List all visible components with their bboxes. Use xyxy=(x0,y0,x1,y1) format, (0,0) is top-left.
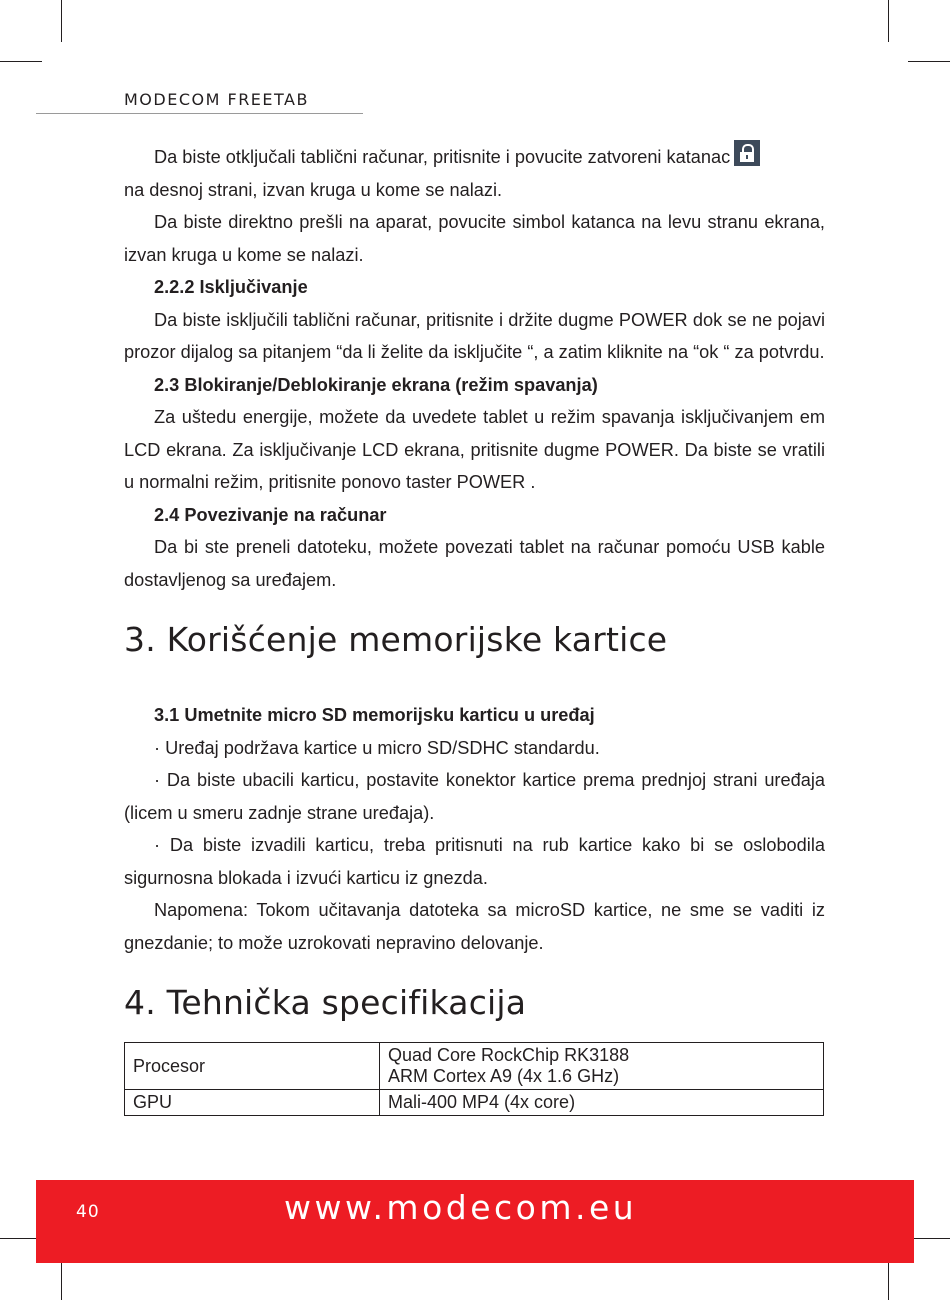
running-header: MODECOM FREETAB xyxy=(124,90,309,109)
spec-value: Mali-400 MP4 (4x core) xyxy=(380,1090,824,1116)
page-number: 40 xyxy=(76,1202,100,1222)
section-heading: 2.2.2 Isključivanje xyxy=(154,277,308,297)
bullet-item: · Da biste izvadili karticu, treba pritisnuti na rub kartice kako bi se oslobodila sigurnosna blokada i izvući karticu iz gnezda. xyxy=(124,835,825,888)
header-rule xyxy=(36,113,363,114)
crop-mark xyxy=(61,0,62,42)
paragraph: na desnoj strani, izvan kruga u kome se nalazi. xyxy=(124,179,503,200)
footer-bar xyxy=(36,1180,914,1263)
spec-key: Procesor xyxy=(125,1043,380,1090)
spec-value xyxy=(380,1043,824,1090)
bullet-item: · Da biste ubacili karticu, postavite konektor kartice prema prednjoj strani uređaja (licem u smeru zadnje strane uređaja). xyxy=(124,770,825,823)
crop-mark xyxy=(908,61,950,62)
paragraph: Da biste isključili tablični računar, pritisnite i držite dugme POWER dok se ne pojavi prozor dijalog sa pitanjem “da li želite da isključite “, a zatim kliknite na “ok “ za potvrdu. xyxy=(124,309,825,362)
chapter-heading: 4. Tehnička specifikacija xyxy=(124,983,527,1022)
paragraph: Da bi ste preneli datoteku, možete povezati tablet na računar pomoću USB kable dostavljenog sa uređajem. xyxy=(124,537,825,590)
paragraph xyxy=(124,140,825,174)
spec-value-line: ARM Cortex A9 (4x 1.6 GHz) xyxy=(388,1066,620,1086)
spec-table xyxy=(124,1042,824,1116)
note: Napomena: Tokom učitavanja datoteka sa microSD kartice, ne sme se vaditi iz gnezdanie; to može uzrokovati nepravino delovanje. xyxy=(124,900,825,953)
footer-url[interactable]: www.modecom.eu xyxy=(284,1188,638,1227)
chapter-heading: 3. Korišćenje memorijske kartice xyxy=(124,620,668,659)
spec-key: GPU xyxy=(125,1090,380,1116)
page-content xyxy=(124,140,825,1116)
section-heading: 3.1 Umetnite micro SD memorijsku karticu u uređaj xyxy=(154,705,595,725)
bullet-item: · Uređaj podržava kartice u micro SD/SDHC standardu. xyxy=(154,737,600,758)
section-heading: 2.4 Povezivanje na računar xyxy=(154,504,387,525)
crop-mark xyxy=(61,1258,62,1300)
crop-mark xyxy=(0,61,42,62)
paragraph-text: Da biste otključali tablični računar, pritisnite i povucite zatvoreni katanac xyxy=(154,147,731,167)
spec-value-line: Quad Core RockChip RK3188 xyxy=(388,1045,630,1065)
table-row xyxy=(125,1043,824,1090)
paragraph: Za uštedu energije, možete da uvedete tablet u režim spavanja isključivanjem em LCD ekrana. Za isključivanje LCD ekrana, pritisnite dugme POWER. Da biste se vratili u normalni režim, pritisnite ponovo taster POWER . xyxy=(124,407,825,492)
paragraph: Da biste direktno prešli na aparat, povucite simbol katanca na levu stranu ekrana, izvan kruga u kome se nalazi. xyxy=(124,212,825,265)
crop-mark xyxy=(908,1238,950,1239)
section-heading: 2.3 Blokiranje/Deblokiranje ekrana (režim spavanja) xyxy=(154,374,598,395)
lock-icon xyxy=(734,140,760,166)
table-row xyxy=(125,1090,824,1116)
crop-mark xyxy=(888,0,889,42)
crop-mark xyxy=(888,1258,889,1300)
